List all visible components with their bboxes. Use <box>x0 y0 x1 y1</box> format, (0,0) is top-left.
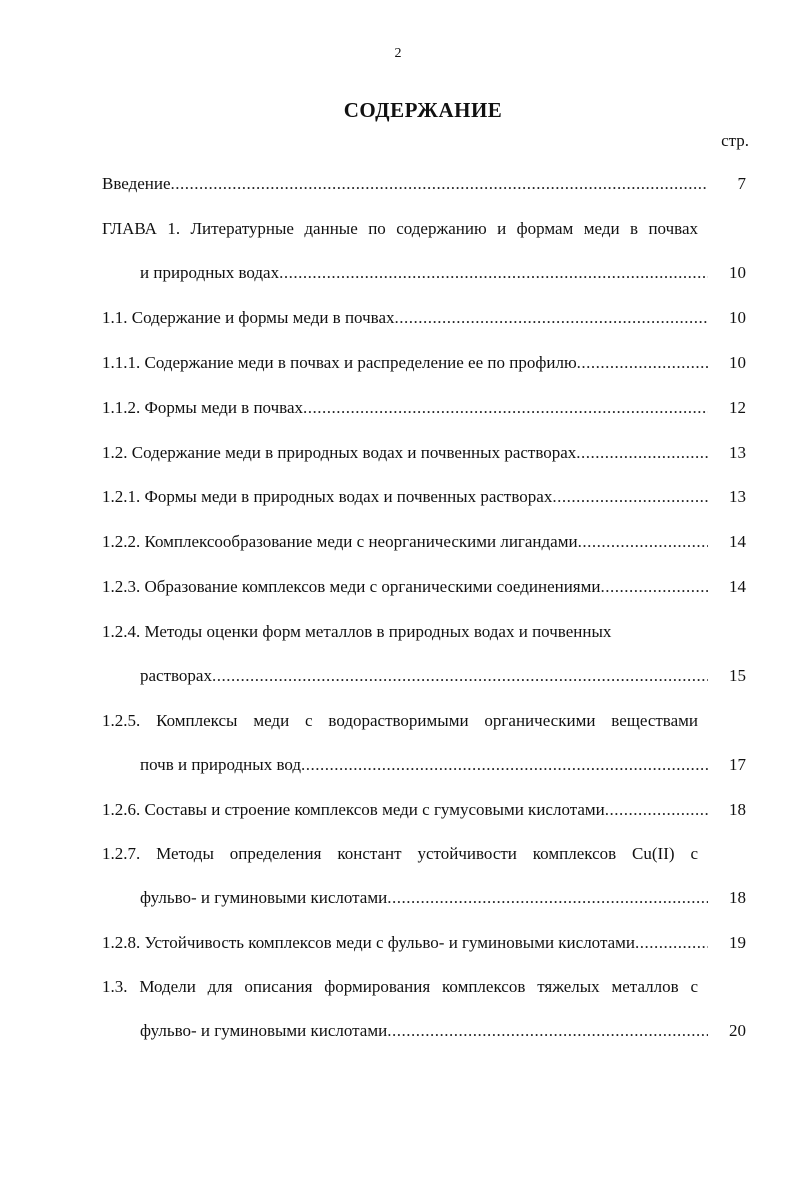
toc-entry-1-2-4 <box>102 622 746 686</box>
toc-entry-title: 1.1. Содержание и формы меди в почвах <box>102 308 395 327</box>
toc-entry-page: 14 <box>729 532 746 551</box>
toc-entry-title-line1: 1.2.5. Комплексы меди с водорастворимыми органическими веществами <box>102 711 698 730</box>
toc-entry-page: 20 <box>729 1021 746 1040</box>
toc-entry-title: растворах <box>140 666 212 685</box>
toc-entry-1-1 <box>102 308 746 328</box>
toc-entry-title-line1: 1.3. Модели для описания формирования комплексов тяжелых металлов с <box>102 977 698 996</box>
toc-entry-title: почв и природных вод <box>140 755 302 774</box>
dot-leader <box>601 577 709 597</box>
toc-entry-page: 18 <box>729 800 746 819</box>
page-number: 2 <box>394 46 402 61</box>
dot-leader <box>395 308 708 328</box>
toc-entry-intro <box>102 174 746 194</box>
toc-entry-1-2-1 <box>102 487 746 507</box>
toc-entry-page: 14 <box>729 577 746 596</box>
dot-leader <box>387 888 708 908</box>
dot-leader <box>303 398 708 418</box>
toc-entry-title: 1.1.2. Формы меди в почвах <box>102 398 304 417</box>
toc-entry-title-line1: ГЛАВА 1. Литературные данные по содержанию и формам меди в почвах <box>102 219 698 238</box>
toc-entry-title: фульво- и гуминовыми кислотами <box>140 1021 388 1040</box>
dot-leader <box>635 933 708 953</box>
toc-entry-1-3 <box>102 977 746 1041</box>
toc-entry-title: 1.2.1. Формы меди в природных водах и почвенных растворах <box>102 487 553 506</box>
toc-entry-page: 13 <box>729 487 746 506</box>
toc-entry-title: 1.2.6. Составы и строение комплексов меди с гумусовыми кислотами <box>102 800 605 819</box>
toc-entry-title: 1.2.2. Комплексообразование меди с неорганическими лигандами <box>102 532 578 551</box>
toc-entry-chapter-1 <box>102 219 746 283</box>
dot-leader <box>577 353 708 373</box>
toc-entry-page: 13 <box>729 443 746 462</box>
dot-leader <box>605 800 708 820</box>
toc-entry-title: 1.2.3. Образование комплексов меди с органическими соединениями <box>102 577 601 596</box>
toc-entry-title: 1.2. Содержание меди в природных водах и почвенных растворах <box>102 443 577 462</box>
toc-entry-1-2-2 <box>102 532 746 552</box>
toc-entry-1-2 <box>102 443 746 463</box>
toc-entry-title-line1: 1.2.7. Методы определения констант устойчивости комплексов Cu(II) с <box>102 844 698 863</box>
page-column-label: стр. <box>721 131 749 150</box>
dot-leader <box>552 487 708 507</box>
dot-leader <box>171 174 708 194</box>
toc-entry-1-2-3 <box>102 577 746 597</box>
toc-entry-title: и природных водах <box>140 263 280 282</box>
toc-entry-title: фульво- и гуминовыми кислотами <box>140 888 388 907</box>
toc-entry-page: 10 <box>729 308 746 327</box>
dot-leader <box>576 443 708 463</box>
toc-entry-1-1-2 <box>102 398 746 418</box>
toc-entry-title: 1.1.1. Содержание меди в почвах и распределение ее по профилю <box>102 353 577 372</box>
dot-leader <box>387 1021 708 1041</box>
toc-entry-page: 10 <box>729 263 746 282</box>
toc-entry-1-2-5 <box>102 711 746 775</box>
toc-entry-1-1-1 <box>102 353 746 373</box>
toc-entry-1-2-8 <box>102 933 746 953</box>
page-title: СОДЕРЖАНИЕ <box>343 98 503 122</box>
toc-entry-page: 17 <box>729 755 746 774</box>
dot-leader <box>301 755 708 775</box>
toc-entry-1-2-6 <box>102 800 746 820</box>
toc-entry-page: 15 <box>729 666 746 685</box>
dot-leader <box>578 532 708 552</box>
toc-entry-title-line1: 1.2.4. Методы оценки форм металлов в природных водах и почвенных <box>102 622 612 641</box>
dot-leader <box>279 263 708 283</box>
toc-entry-page: 19 <box>729 933 746 952</box>
toc-entry-page: 10 <box>729 353 746 372</box>
toc-entry-title: Введение <box>102 174 171 193</box>
toc-entry-title: 1.2.8. Устойчивость комплексов меди с фульво- и гуминовыми кислотами <box>102 933 635 952</box>
dot-leader <box>212 666 708 686</box>
toc-entry-page: 12 <box>729 398 746 417</box>
toc-entry-page: 7 <box>737 174 746 193</box>
toc-entry-page: 18 <box>729 888 746 907</box>
toc-entry-1-2-7 <box>102 844 746 908</box>
